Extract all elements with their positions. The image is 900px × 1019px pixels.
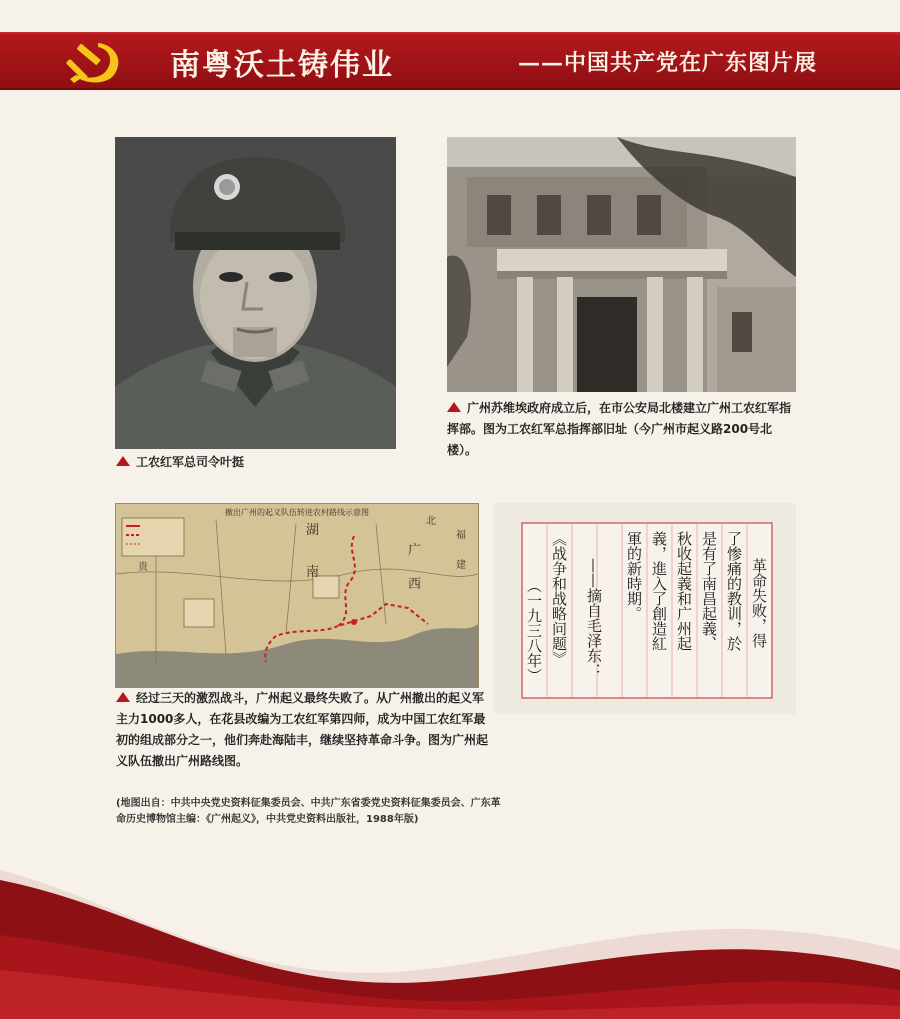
map-source-note: (地图出自：中共中央党史资料征集委员会、中共广东省委党史资料征集委员会、广东革命历史博物馆主编：《广州起义》，中共党史资料出版社，1988年版) [116,798,501,825]
mao-calligraphy [494,503,796,714]
map-label-xi: 西 [408,577,422,592]
caption-retreat-text: 经过三天的激烈战斗，广州起义最终失败了。从广州撤出的起义军主力1000多人，在花县改编为工农红军第四师，成为中国工农红军最初的组成部分之一，他们奔赴海陆丰，继续坚持革命斗争。图为广州起义队伍撤出广州路线图。 [116,691,489,768]
map-label-fu: 福 [456,530,466,541]
caption-ye-ting-text: 工农红军总司令叶挺 [136,455,245,469]
calligraphy-line-2: 了惨痛的教训，於 [725,531,743,651]
caption-retreat [116,688,488,772]
hammer-sickle-icon [64,37,128,85]
header-banner [0,32,900,90]
page-subtitle: ——中国共产党在广东图片展 [518,50,818,76]
calligraphy-line-1: 革命失败，得 [750,558,768,648]
page-title: 南粤沃土铸伟业 [170,48,394,83]
caption-hq-text: 广州苏维埃政府成立后，在市公安局北楼建立广州工农红军指挥部。图为工农红军总指挥部旧址（今广州市起义路200号北楼）。 [447,401,792,457]
calligraphy-line-6: 軍的新時期。 [625,531,643,621]
map-label-gui: 贵 [138,562,148,573]
calligraphy-line-9: （一九三八年） [525,578,543,683]
calligraphy-line-3: 是有了南昌起義、 [700,531,718,651]
footer-wave-decoration [0,840,900,1019]
map-label-nan: 南 [306,565,320,580]
calligraphy-line-5: 義，進入了創造紅 [650,531,668,651]
map-label-guang: 广 [408,543,422,558]
map-title: 撤出广州的起义队伍转进农村路线示意图 [225,508,369,517]
retreat-route-map [115,503,479,688]
caption-hq [447,398,799,461]
caption-triangle-icon [447,402,461,412]
caption-triangle-icon [116,456,130,466]
caption-triangle-icon [116,692,130,702]
ye-ting-portrait [115,137,396,449]
calligraphy-line-8: 《战争和战略问题》 [550,531,568,666]
calligraphy-line-4: 秋收起義和广州起 [675,531,693,651]
map-label-jian: 建 [456,560,466,571]
caption-ye-ting [116,452,396,473]
map-label-bei: 北 [426,516,436,527]
map-label-hu: 湖 [306,523,320,538]
calligraphy-line-7: ——摘自毛泽东： [585,558,603,678]
hq-building-photo [447,137,796,392]
